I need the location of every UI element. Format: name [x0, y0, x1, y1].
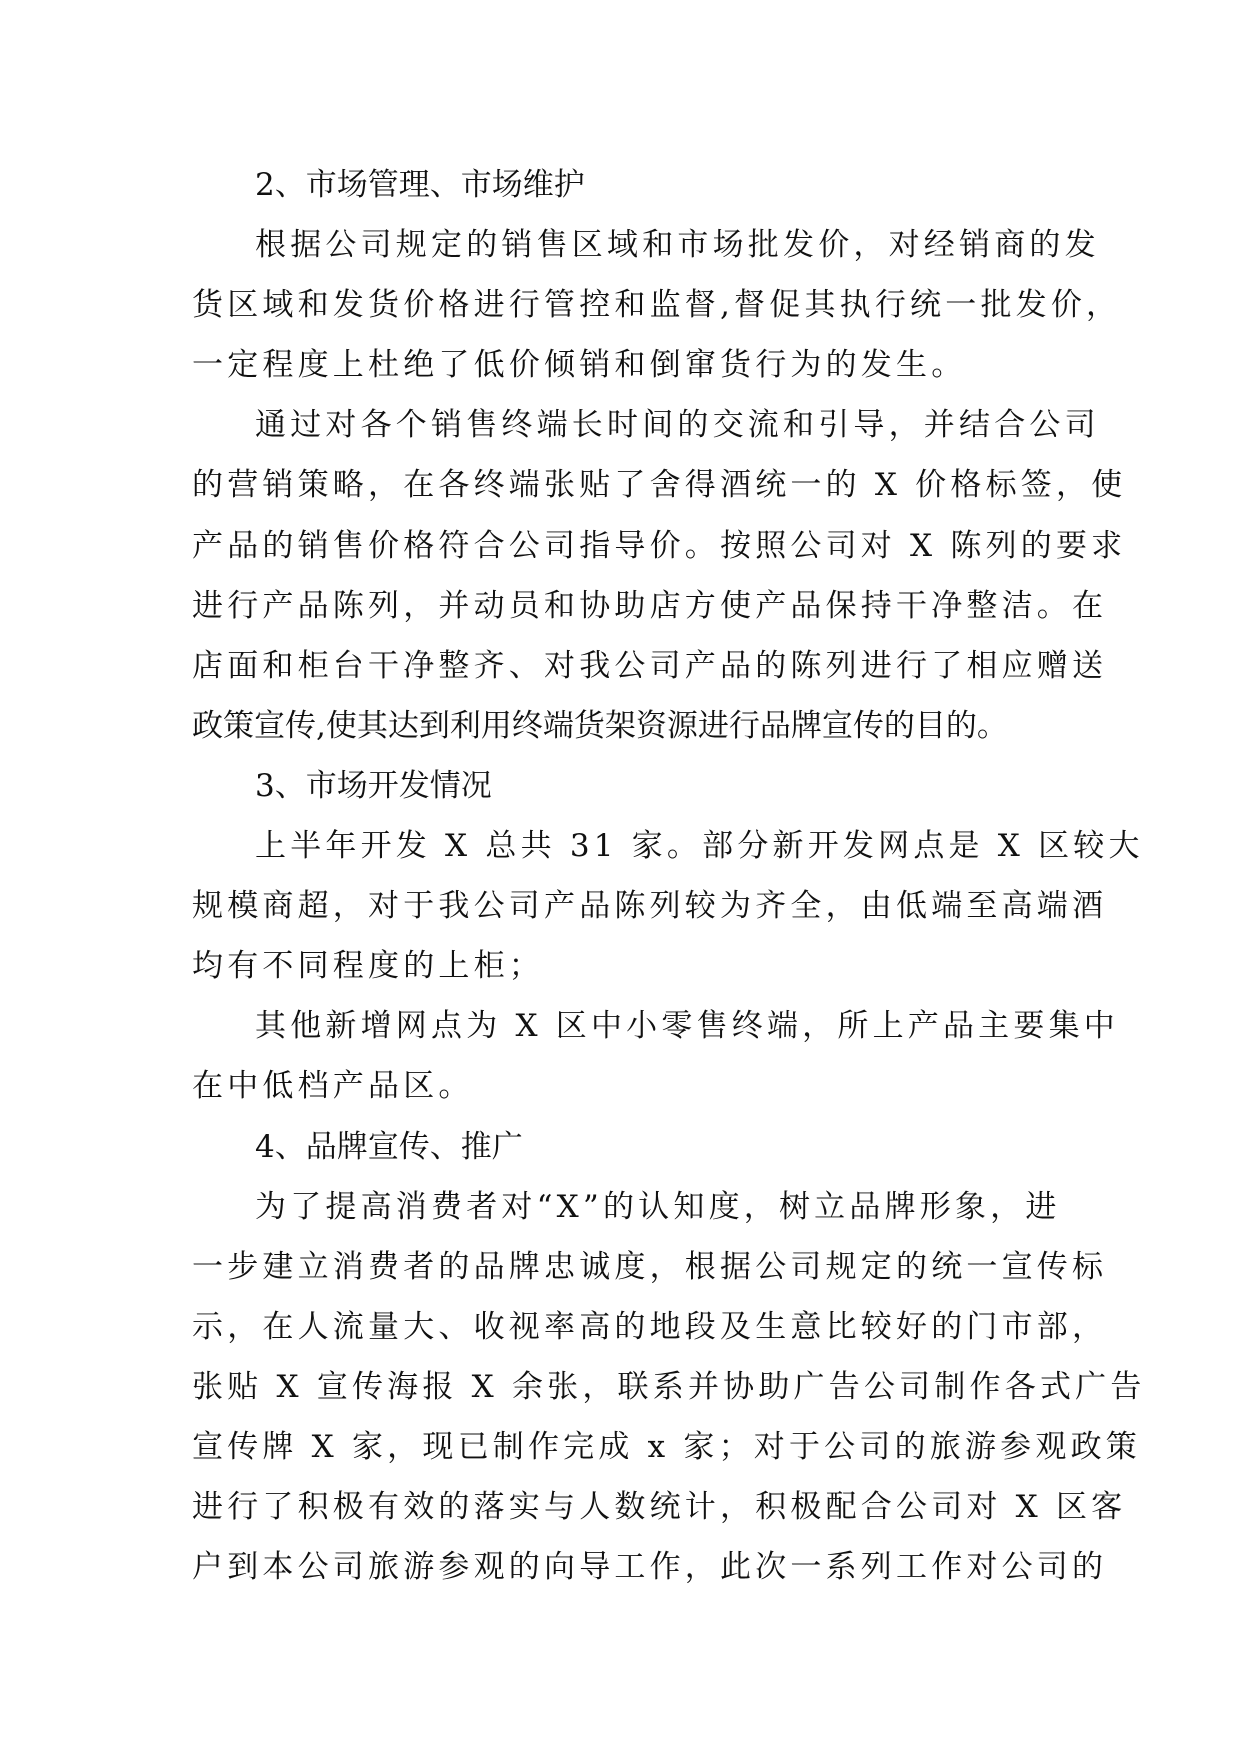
paragraph-line: 张贴 X 宣传海报 X 余张，联系并协助广告公司制作各式广告	[192, 1368, 1146, 1405]
paragraph-line: 一定程度上杜绝了低价倾销和倒窜货行为的发生。	[192, 347, 967, 384]
paragraph-line: 户到本公司旅游参观的向导工作，此次一系列工作对公司的	[192, 1549, 1108, 1586]
paragraph-line: 规模商超，对于我公司产品陈列较为齐全，由低端至高端酒	[192, 888, 1108, 925]
paragraph-line: 为了提高消费者对“X”的认知度，树立品牌形象，进	[255, 1188, 1061, 1225]
section-heading-market-management: 2、市场管理、市场维护	[255, 167, 585, 203]
paragraph-line: 示，在人流量大、收视率高的地段及生意比较好的门市部，	[192, 1308, 1108, 1345]
paragraph-line: 通过对各个销售终端长时间的交流和引导，并结合公司	[255, 407, 1100, 444]
paragraph-line: 进行了积极有效的落实与人数统计，积极配合公司对 X 区客	[192, 1489, 1127, 1526]
paragraph-line: 进行产品陈列，并动员和协助店方使产品保持干净整洁。在	[192, 587, 1108, 624]
section-heading-market-development: 3、市场开发情况	[255, 767, 492, 804]
paragraph-line: 的营销策略，在各终端张贴了舍得酒统一的 X 价格标签，使	[192, 467, 1127, 504]
paragraph-line: 宣传牌 X 家，现已制作完成 x 家；对于公司的旅游参观政策	[192, 1428, 1141, 1465]
paragraph-line: 货区域和发货价格进行管控和监督,督促其执行统一批发价，	[192, 287, 1122, 324]
paragraph-line: 根据公司规定的销售区域和市场批发价，对经销商的发	[255, 227, 1100, 264]
paragraph-line: 店面和柜台干净整齐、对我公司产品的陈列进行了相应赠送	[192, 647, 1108, 684]
paragraph-line: 产品的销售价格符合公司指导价。按照公司对 X 陈列的要求	[192, 527, 1127, 564]
document-body	[192, 155, 1146, 1597]
paragraph-line: 均有不同程度的上柜；	[192, 948, 544, 985]
paragraph-line: 政策宣传,使其达到利用终端货架资源进行品牌宣传的目的。	[192, 707, 1008, 744]
section-heading-brand-promotion: 4、品牌宣传、推广	[255, 1128, 523, 1165]
paragraph-line: 其他新增网点为 X 区中小零售终端，所上产品主要集中	[255, 1008, 1119, 1045]
paragraph-line: 一步建立消费者的品牌忠诚度，根据公司规定的统一宣传标	[192, 1248, 1108, 1285]
paragraph-line: 上半年开发 X 总共 31 家。部分新开发网点是 X 区较大	[255, 828, 1144, 865]
paragraph-line: 在中低档产品区。	[192, 1068, 474, 1105]
